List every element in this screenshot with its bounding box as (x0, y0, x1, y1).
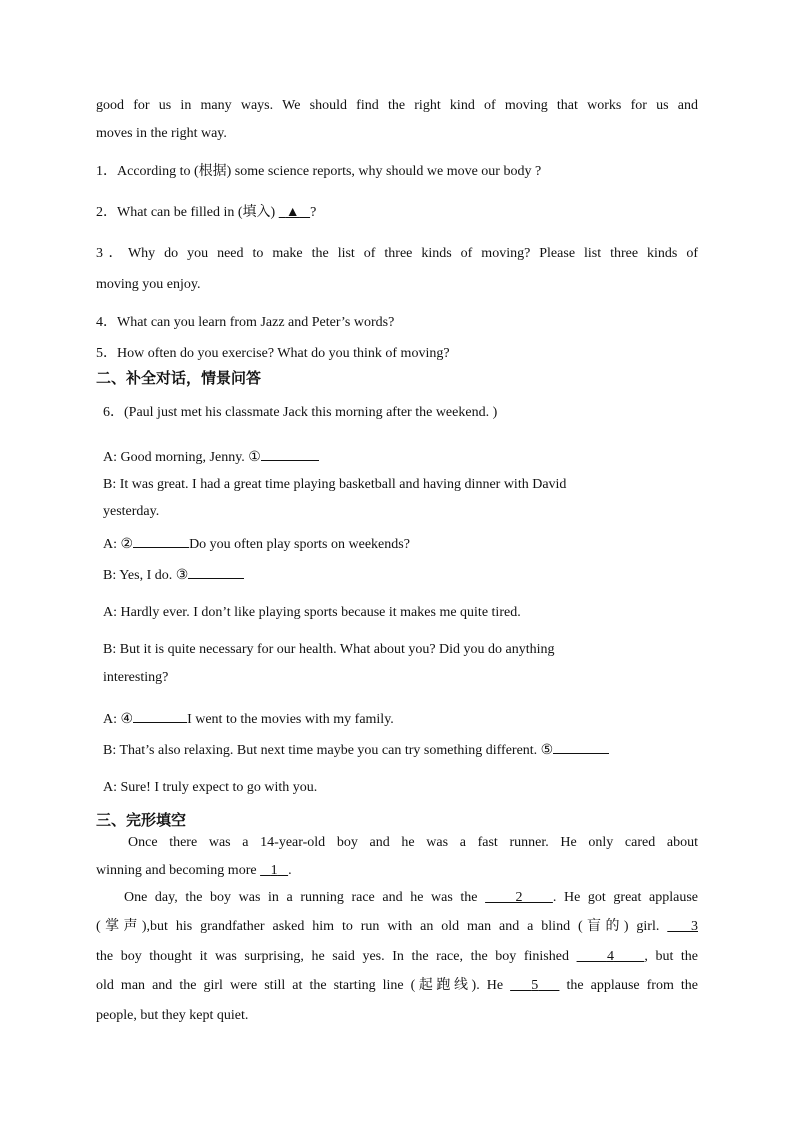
dialogue-line: A: Sure! I truly expect to go with you. (103, 780, 318, 795)
question-4: 4．What can you learn from Jazz and Peter’s words? (96, 315, 395, 330)
cloze-blank: 5 (531, 978, 539, 993)
answer-blank (133, 533, 189, 548)
cloze-line: One day, the boy was in a running race and he was the 2 . He got great applause (124, 890, 698, 905)
passage-line: moves in the right way. (96, 126, 227, 141)
cloze-blank: 1 (270, 863, 278, 878)
cloze-line: (掌声),but his grandfather asked him to run with an old man and a blind (盲的) girl. 3 (96, 919, 698, 934)
cloze-blank: 3 (691, 919, 698, 934)
dialogue-line: A: ② Do you often play sports on weekends? (103, 533, 410, 554)
dialogue-line: interesting? (103, 670, 169, 685)
cloze-blank: 4 (606, 949, 614, 964)
question-1: 1．According to (根据) some science reports, why should we move our body ? (96, 164, 542, 179)
cloze-line: the boy thought it was surprising, he said yes. In the race, the boy finished 4 , but the (96, 949, 699, 964)
dialogue-line: B: That’s also relaxing. But next time maybe you can try something different. ⑤ (103, 739, 609, 760)
question-5: 5．How often do you exercise? What do you think of moving? (96, 346, 450, 361)
passage-line: good for us in many ways. We should find the right kind of moving that works for us and (96, 98, 698, 113)
answer-blank (133, 708, 187, 723)
dialogue-line: A: Hardly ever. I don’t like playing sports because it makes me quite tired. (103, 605, 521, 620)
cloze-line: Once there was a 14-year-old boy and he was a fast runner. He only cared about (128, 835, 698, 850)
answer-blank (261, 446, 319, 461)
dialogue-line: B: It was great. I had a great time playing basketball and having dinner with David (103, 477, 567, 492)
question-6: 6．(Paul just met his classmate Jack this morning after the weekend. ) (103, 405, 498, 420)
cloze-line: old man and the girl were still at the starting line (起跑线). He 5 the applause from the (96, 978, 699, 993)
question-3: 3．Why do you need to make the list of three kinds of moving? Please list three kinds of (96, 246, 699, 261)
dialogue-line: A: Good morning, Jenny. ① (103, 446, 319, 467)
triangle-icon: ▲ (285, 205, 300, 220)
answer-blank (188, 564, 244, 579)
section-heading: 二、补全对话，情景问答 (96, 369, 262, 387)
cloze-line: winning and becoming more 1 . (96, 863, 292, 878)
dialogue-line: yesterday. (103, 504, 160, 519)
answer-blank (553, 739, 609, 754)
dialogue-line: A: ④ I went to the movies with my family. (103, 708, 394, 729)
answer-blank (279, 205, 310, 220)
cloze-line: people, but they kept quiet. (96, 1008, 249, 1023)
question-2: 2．What can be filled in (填入) ▲ ? (96, 205, 317, 220)
dialogue-line: B: Yes, I do. ③ (103, 564, 244, 585)
section-heading: 三、完形填空 (96, 811, 187, 829)
cloze-blank: 2 (515, 890, 523, 905)
question-3-cont: moving you enjoy. (96, 277, 201, 292)
dialogue-line: B: But it is quite necessary for our health. What about you? Did you do anything (103, 642, 555, 657)
